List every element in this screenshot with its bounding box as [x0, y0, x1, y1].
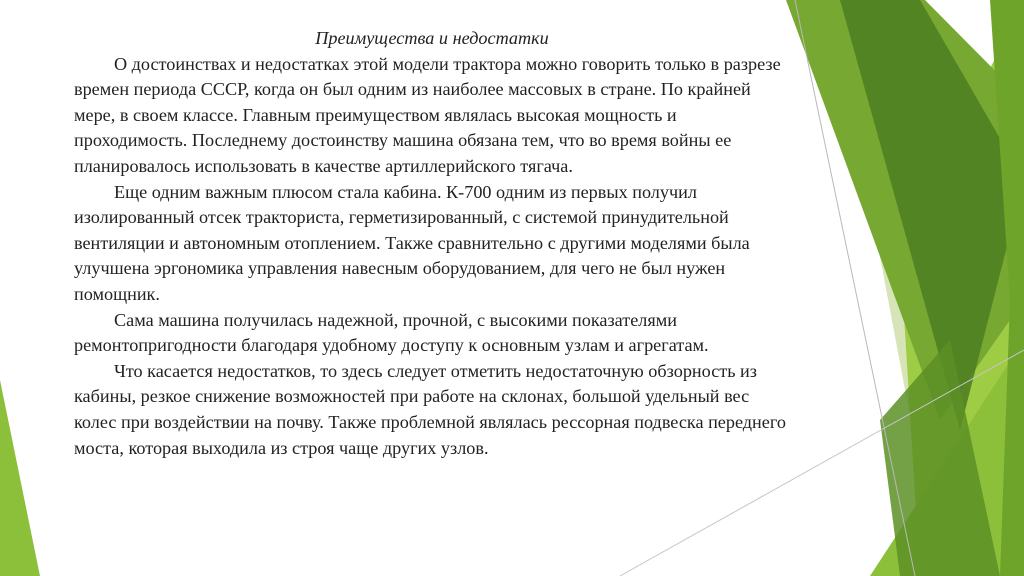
- text-content: [74, 26, 790, 461]
- paragraph: Сама машина получилась надежной, прочной, с высокими показателями ремонтопригодности благодаря удобному доступу к основным узлам и агрегатам.: [74, 309, 709, 356]
- paragraph: Еще одним важным плюсом стала кабина. К-700 одним из первых получил изолированный отсек тракториста, герметизированный, с системой принудительной вентиляции и автономным отоплением. Также сравнительно с другими моделями была улучшена эргономика управления навесным оборудованием, для чего не был нужен помощник.: [74, 181, 750, 304]
- left-green-shape: [0, 380, 40, 576]
- paragraph: О достоинствах и недостатках этой модели трактора можно говорить только в разрезе времен периода СССР, когда он был одним из наиболее массовых в стране. По крайней мере, в своем классе. Главным преимуществом являлась высокая мощность и проходимость. Последнему достоинству машина обязана тем, что во время войны ее планировалось использовать в качестве артиллерийского тягача.: [74, 53, 781, 176]
- slide-title: Преимущества и недостатки: [315, 28, 549, 48]
- paragraph: Что касается недостатков, то здесь следует отметить недостаточную обзорность из кабины, резкое снижение возможностей при работе на склонах, большой удельный вес колес при воздействии на почву. Также проблемной являлась рессорная подвеска переднего моста, которая выходила из строя чаще других узлов.: [74, 360, 786, 458]
